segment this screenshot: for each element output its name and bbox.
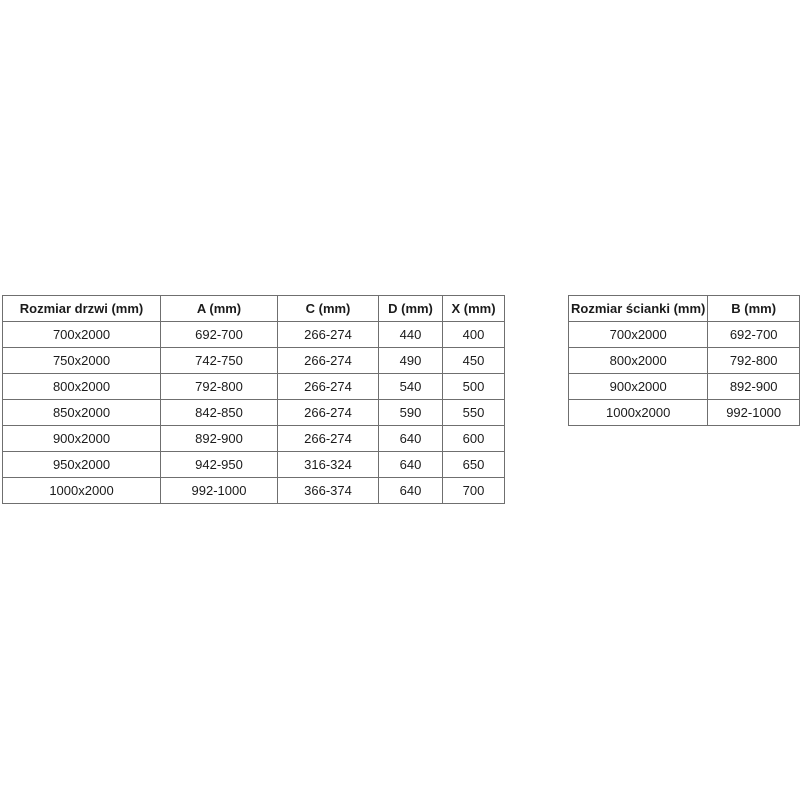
table-row	[3, 400, 505, 426]
table-cell: 992-1000	[161, 478, 278, 504]
table-row	[569, 374, 800, 400]
table-row	[569, 348, 800, 374]
table-cell: 650	[443, 452, 505, 478]
table-cell: 640	[379, 478, 443, 504]
table-cell: 750x2000	[3, 348, 161, 374]
table-cell: 700x2000	[569, 322, 708, 348]
table-cell: 540	[379, 374, 443, 400]
header-row	[569, 296, 800, 322]
header-cell-a: A (mm)	[161, 296, 278, 322]
table-cell: 640	[379, 452, 443, 478]
table-cell: 266-274	[278, 400, 379, 426]
table-cell: 992-1000	[708, 400, 800, 426]
wall-table-header	[569, 296, 800, 322]
header-cell-c: C (mm)	[278, 296, 379, 322]
table-cell: 600	[443, 426, 505, 452]
table-cell: 900x2000	[3, 426, 161, 452]
table-row	[3, 478, 505, 504]
table-row	[3, 348, 505, 374]
table-cell: 792-800	[161, 374, 278, 400]
table-row	[3, 452, 505, 478]
table-row	[3, 374, 505, 400]
table-cell: 800x2000	[569, 348, 708, 374]
door-table-header	[3, 296, 505, 322]
table-cell: 490	[379, 348, 443, 374]
table-cell: 800x2000	[3, 374, 161, 400]
wall-dimensions-table	[568, 295, 800, 426]
header-cell-b: B (mm)	[708, 296, 800, 322]
table-cell: 950x2000	[3, 452, 161, 478]
table-cell: 892-900	[708, 374, 800, 400]
header-cell-rozmiar-drzwi: Rozmiar drzwi (mm)	[3, 296, 161, 322]
header-cell-rozmiar-scianki: Rozmiar ścianki (mm)	[569, 296, 708, 322]
table-cell: 850x2000	[3, 400, 161, 426]
table-cell: 640	[379, 426, 443, 452]
table-cell: 1000x2000	[569, 400, 708, 426]
table-cell: 400	[443, 322, 505, 348]
table-cell: 590	[379, 400, 443, 426]
table-cell: 842-850	[161, 400, 278, 426]
door-table-body	[3, 322, 505, 504]
table-row	[569, 322, 800, 348]
table-cell: 266-274	[278, 322, 379, 348]
table-row	[569, 400, 800, 426]
table-cell: 900x2000	[569, 374, 708, 400]
table-cell: 440	[379, 322, 443, 348]
table-cell: 942-950	[161, 452, 278, 478]
table-cell: 450	[443, 348, 505, 374]
table-cell: 742-750	[161, 348, 278, 374]
table-cell: 266-274	[278, 348, 379, 374]
header-cell-d: D (mm)	[379, 296, 443, 322]
table-cell: 700	[443, 478, 505, 504]
table-cell: 266-274	[278, 426, 379, 452]
table-cell: 692-700	[161, 322, 278, 348]
table-cell: 550	[443, 400, 505, 426]
table-row	[3, 426, 505, 452]
wall-table-body	[569, 322, 800, 426]
table-cell: 700x2000	[3, 322, 161, 348]
table-cell: 266-274	[278, 374, 379, 400]
door-dimensions-table	[2, 295, 505, 504]
table-cell: 692-700	[708, 322, 800, 348]
table-cell: 316-324	[278, 452, 379, 478]
header-row	[3, 296, 505, 322]
table-cell: 366-374	[278, 478, 379, 504]
header-cell-x: X (mm)	[443, 296, 505, 322]
table-cell: 892-900	[161, 426, 278, 452]
table-row	[3, 322, 505, 348]
table-cell: 1000x2000	[3, 478, 161, 504]
table-cell: 500	[443, 374, 505, 400]
table-cell: 792-800	[708, 348, 800, 374]
